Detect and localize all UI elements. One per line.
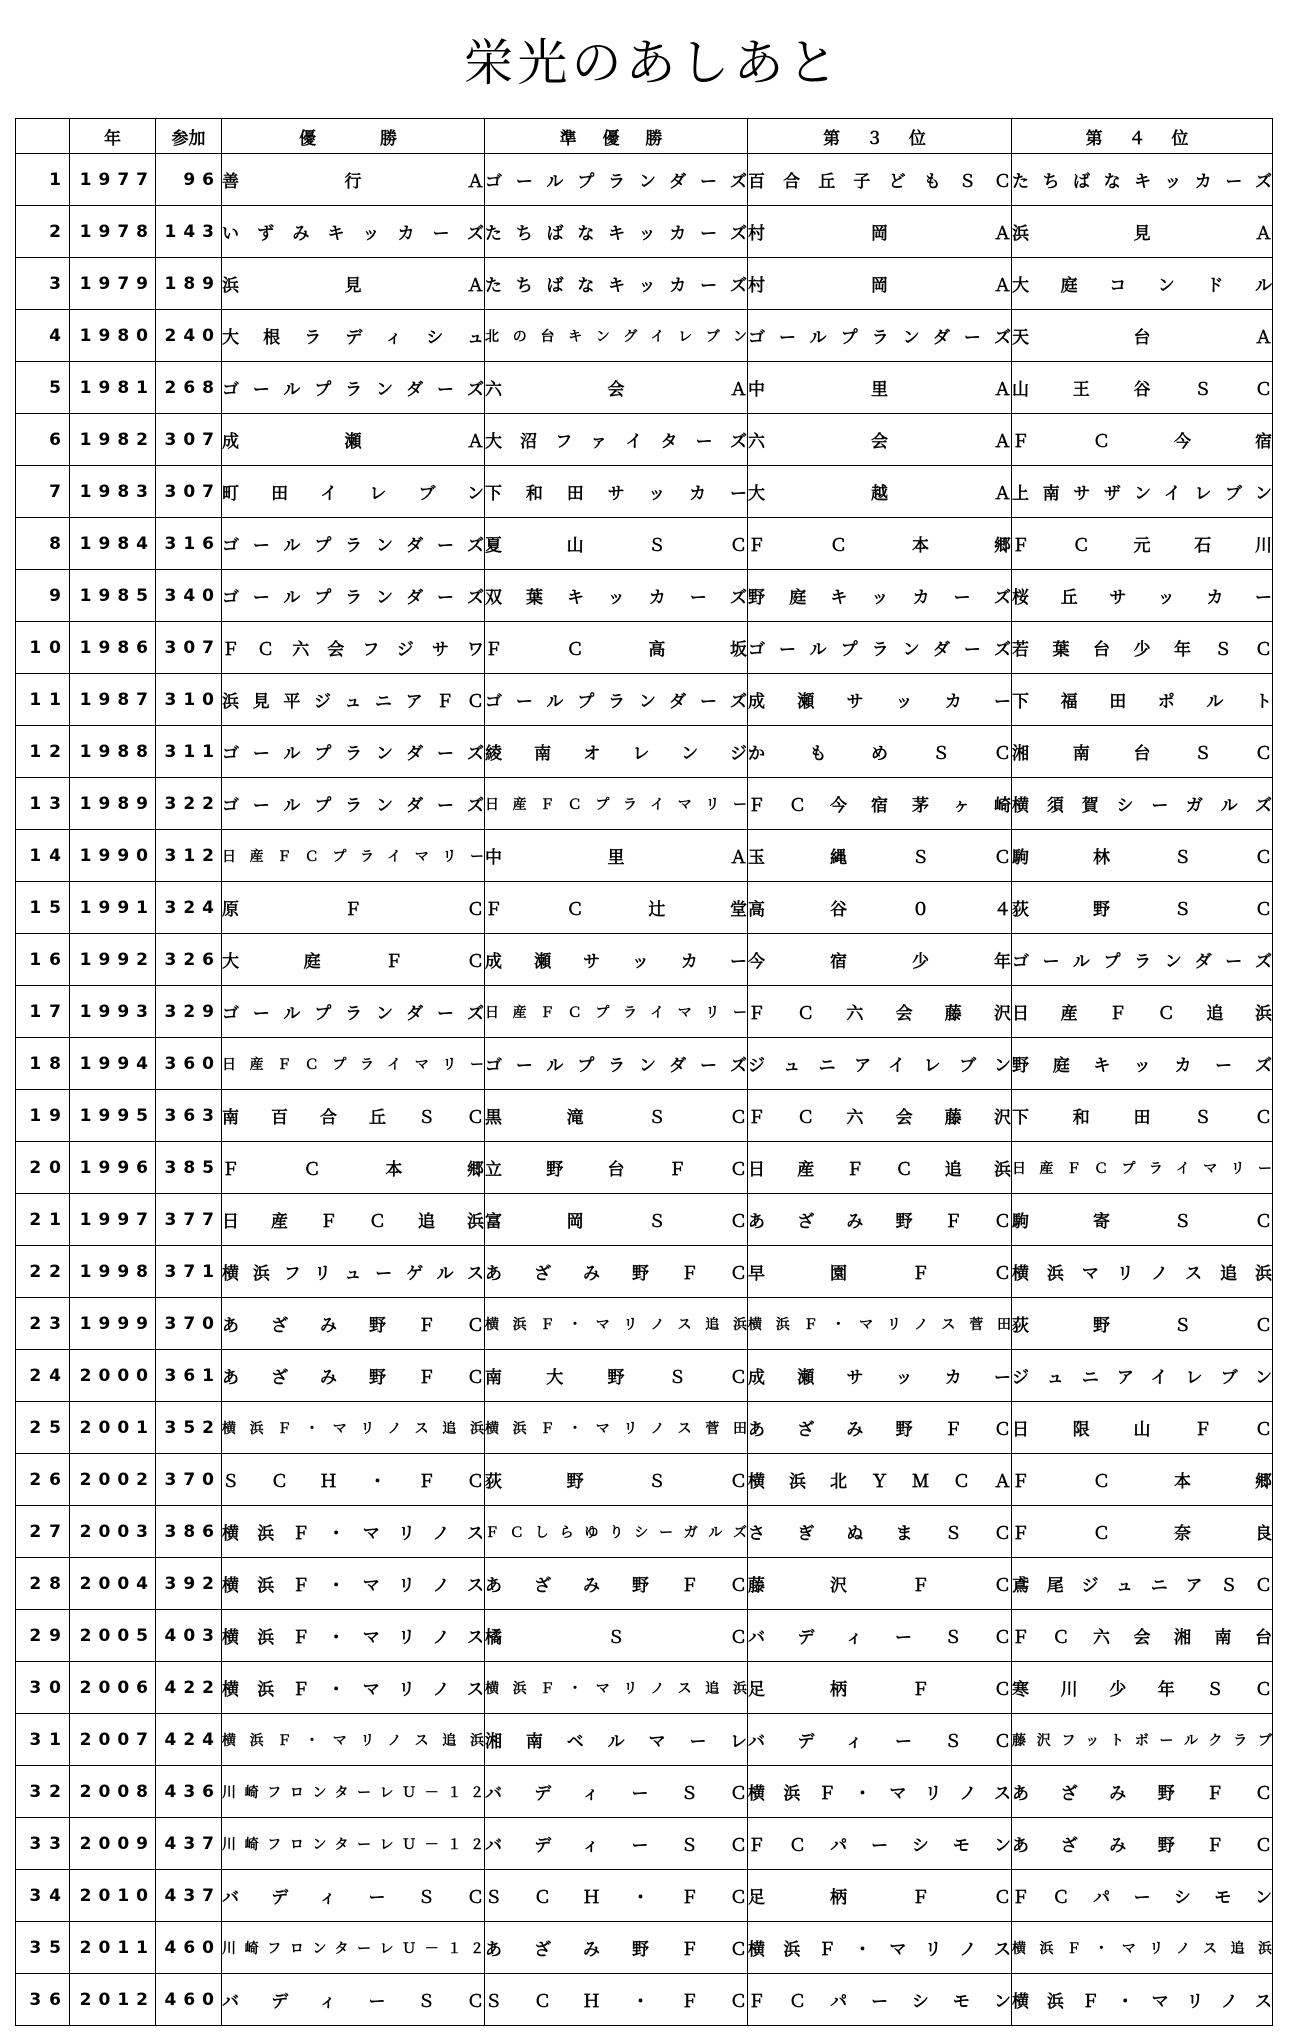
cell-runner-up: 綾南オレンジ xyxy=(485,726,748,778)
cell-fourth-place: あざみ野ＦＣ xyxy=(1012,1818,1273,1870)
cell-year: 1997 xyxy=(70,1194,156,1246)
header-number xyxy=(16,119,70,154)
cell-participants: 322 xyxy=(156,778,222,830)
cell-participants: 363 xyxy=(156,1090,222,1142)
cell-number: 14 xyxy=(16,830,70,882)
cell-number: 15 xyxy=(16,882,70,934)
cell-participants: 392 xyxy=(156,1558,222,1610)
cell-fourth-place: 日限山ＦＣ xyxy=(1012,1402,1273,1454)
cell-winner: ゴールプランダーズ xyxy=(222,986,485,1038)
cell-third-place: 成瀬サッカー xyxy=(748,1350,1012,1402)
table-row xyxy=(16,1766,1273,1818)
cell-third-place: 今宿少年 xyxy=(748,934,1012,986)
cell-participants: 424 xyxy=(156,1714,222,1766)
cell-fourth-place: 鳶尾ジュニアＳＣ xyxy=(1012,1558,1273,1610)
cell-participants: 307 xyxy=(156,622,222,674)
cell-runner-up: 横浜Ｆ・マリノス菅田 xyxy=(485,1402,748,1454)
cell-number: 23 xyxy=(16,1298,70,1350)
cell-participants: 436 xyxy=(156,1766,222,1818)
cell-year: 1982 xyxy=(70,414,156,466)
table-row xyxy=(16,1506,1273,1558)
cell-number: 24 xyxy=(16,1350,70,1402)
cell-fourth-place: 駒寄ＳＣ xyxy=(1012,1194,1273,1246)
cell-runner-up: ＦＣ高坂 xyxy=(485,622,748,674)
cell-participants: 311 xyxy=(156,726,222,778)
table-row xyxy=(16,1714,1273,1766)
cell-winner: 川崎フロンターレＵ－１２ xyxy=(222,1766,485,1818)
cell-third-place: 横浜Ｆ・マリノス xyxy=(748,1766,1012,1818)
cell-third-place: 百合丘子どもＳＣ xyxy=(748,154,1012,206)
cell-winner: 横浜Ｆ・マリノス xyxy=(222,1610,485,1662)
cell-fourth-place: たちばなキッカーズ xyxy=(1012,154,1273,206)
cell-fourth-place: 日産ＦＣ追浜 xyxy=(1012,986,1273,1038)
cell-winner: 大根ラディシュ xyxy=(222,310,485,362)
cell-runner-up: 日産ＦＣプライマリー xyxy=(485,778,748,830)
cell-number: 27 xyxy=(16,1506,70,1558)
cell-runner-up: 成瀬サッカー xyxy=(485,934,748,986)
cell-winner: ゴールプランダーズ xyxy=(222,362,485,414)
table-row xyxy=(16,570,1273,622)
cell-number: 4 xyxy=(16,310,70,362)
cell-participants: 360 xyxy=(156,1038,222,1090)
cell-winner: 川崎フロンターレＵ－１２ xyxy=(222,1922,485,1974)
cell-fourth-place: ＦＣ本郷 xyxy=(1012,1454,1273,1506)
cell-runner-up: 双葉キッカーズ xyxy=(485,570,748,622)
table-row xyxy=(16,1038,1273,1090)
cell-year: 2001 xyxy=(70,1402,156,1454)
cell-year: 2005 xyxy=(70,1610,156,1662)
cell-runner-up: あざみ野ＦＣ xyxy=(485,1246,748,1298)
cell-third-place: あざみ野ＦＣ xyxy=(748,1194,1012,1246)
cell-participants: 324 xyxy=(156,882,222,934)
cell-number: 10 xyxy=(16,622,70,674)
cell-runner-up: 黒滝ＳＣ xyxy=(485,1090,748,1142)
table-row xyxy=(16,518,1273,570)
cell-fourth-place: ジュニアイレブン xyxy=(1012,1350,1273,1402)
cell-winner: 浜見平ジュニアＦＣ xyxy=(222,674,485,726)
cell-third-place: ＦＣ六会藤沢 xyxy=(748,986,1012,1038)
cell-year: 1999 xyxy=(70,1298,156,1350)
cell-third-place: 横浜北ＹＭＣＡ xyxy=(748,1454,1012,1506)
cell-number: 20 xyxy=(16,1142,70,1194)
cell-fourth-place: 若葉台少年ＳＣ xyxy=(1012,622,1273,674)
cell-runner-up: 日産ＦＣプライマリー xyxy=(485,986,748,1038)
table-row xyxy=(16,1142,1273,1194)
cell-winner: ＳＣＨ・ＦＣ xyxy=(222,1454,485,1506)
cell-year: 1995 xyxy=(70,1090,156,1142)
cell-participants: 312 xyxy=(156,830,222,882)
cell-fourth-place: 天台Ａ xyxy=(1012,310,1273,362)
cell-third-place: ＦＣ本郷 xyxy=(748,518,1012,570)
results-table xyxy=(15,118,1273,2026)
cell-participants: 377 xyxy=(156,1194,222,1246)
table-row xyxy=(16,622,1273,674)
table-row xyxy=(16,986,1273,1038)
cell-number: 25 xyxy=(16,1402,70,1454)
table-row xyxy=(16,1454,1273,1506)
cell-winner: 善行Ａ xyxy=(222,154,485,206)
cell-runner-up: たちばなキッカーズ xyxy=(485,206,748,258)
cell-runner-up: ゴールプランダーズ xyxy=(485,154,748,206)
cell-year: 1992 xyxy=(70,934,156,986)
cell-runner-up: あざみ野ＦＣ xyxy=(485,1922,748,1974)
cell-third-place: ＦＣパーシモン xyxy=(748,1974,1012,2026)
cell-participants: 371 xyxy=(156,1246,222,1298)
cell-year: 1978 xyxy=(70,206,156,258)
cell-year: 2007 xyxy=(70,1714,156,1766)
header-third-place: 第 ３ 位 xyxy=(748,119,1012,154)
cell-third-place: 村岡Ａ xyxy=(748,258,1012,310)
cell-winner: 横浜フリューゲルス xyxy=(222,1246,485,1298)
cell-number: 26 xyxy=(16,1454,70,1506)
cell-third-place: 成瀬サッカー xyxy=(748,674,1012,726)
table-row xyxy=(16,934,1273,986)
cell-number: 5 xyxy=(16,362,70,414)
cell-number: 30 xyxy=(16,1662,70,1714)
cell-third-place: 野庭キッカーズ xyxy=(748,570,1012,622)
table-row xyxy=(16,1402,1273,1454)
cell-participants: 326 xyxy=(156,934,222,986)
cell-fourth-place: あざみ野ＦＣ xyxy=(1012,1766,1273,1818)
cell-participants: 403 xyxy=(156,1610,222,1662)
cell-winner: いずみキッカーズ xyxy=(222,206,485,258)
cell-year: 2012 xyxy=(70,1974,156,2026)
cell-participants: 361 xyxy=(156,1350,222,1402)
cell-runner-up: 立野台ＦＣ xyxy=(485,1142,748,1194)
cell-fourth-place: 藤沢フットボールクラブ xyxy=(1012,1714,1273,1766)
table-row xyxy=(16,154,1273,206)
table-row xyxy=(16,1974,1273,2026)
cell-runner-up: 荻野ＳＣ xyxy=(485,1454,748,1506)
header-fourth-place: 第 ４ 位 xyxy=(1012,119,1273,154)
cell-number: 34 xyxy=(16,1870,70,1922)
table-row xyxy=(16,362,1273,414)
cell-fourth-place: ＦＣ奈良 xyxy=(1012,1506,1273,1558)
table-row xyxy=(16,1558,1273,1610)
cell-number: 7 xyxy=(16,466,70,518)
cell-fourth-place: ＦＣパーシモン xyxy=(1012,1870,1273,1922)
cell-fourth-place: 下福田ポルト xyxy=(1012,674,1273,726)
cell-year: 2002 xyxy=(70,1454,156,1506)
cell-year: 2008 xyxy=(70,1766,156,1818)
cell-winner: 横浜Ｆ・マリノス xyxy=(222,1506,485,1558)
table-row xyxy=(16,1662,1273,1714)
cell-runner-up: 横浜Ｆ・マリノス追浜 xyxy=(485,1662,748,1714)
cell-year: 2000 xyxy=(70,1350,156,1402)
table-row xyxy=(16,882,1273,934)
cell-runner-up: 下和田サッカー xyxy=(485,466,748,518)
cell-winner: 日産ＦＣプライマリー xyxy=(222,830,485,882)
cell-year: 1977 xyxy=(70,154,156,206)
cell-fourth-place: 日産ＦＣプライマリー xyxy=(1012,1142,1273,1194)
cell-third-place: 村岡Ａ xyxy=(748,206,1012,258)
cell-fourth-place: ゴールプランダーズ xyxy=(1012,934,1273,986)
cell-fourth-place: ＦＣ六会湘南台 xyxy=(1012,1610,1273,1662)
cell-runner-up: あざみ野ＦＣ xyxy=(485,1558,748,1610)
cell-winner: 浜見Ａ xyxy=(222,258,485,310)
cell-runner-up: ゴールプランダーズ xyxy=(485,1038,748,1090)
cell-participants: 460 xyxy=(156,1922,222,1974)
cell-winner: 町田イレブン xyxy=(222,466,485,518)
cell-year: 1986 xyxy=(70,622,156,674)
cell-number: 9 xyxy=(16,570,70,622)
cell-year: 2003 xyxy=(70,1506,156,1558)
cell-runner-up: 大沼ファイターズ xyxy=(485,414,748,466)
cell-runner-up: 湘南ベルマーレ xyxy=(485,1714,748,1766)
cell-number: 17 xyxy=(16,986,70,1038)
table-row xyxy=(16,1610,1273,1662)
cell-winner: 南百合丘ＳＣ xyxy=(222,1090,485,1142)
cell-participants: 437 xyxy=(156,1818,222,1870)
cell-participants: 422 xyxy=(156,1662,222,1714)
cell-runner-up: バディーＳＣ xyxy=(485,1818,748,1870)
cell-winner: 日産ＦＣプライマリー xyxy=(222,1038,485,1090)
cell-number: 35 xyxy=(16,1922,70,1974)
cell-runner-up: ＳＣＨ・ＦＣ xyxy=(485,1870,748,1922)
cell-participants: 329 xyxy=(156,986,222,1038)
cell-runner-up: ＦＣ辻堂 xyxy=(485,882,748,934)
table-row xyxy=(16,674,1273,726)
cell-winner: あざみ野ＦＣ xyxy=(222,1350,485,1402)
cell-runner-up: 六会Ａ xyxy=(485,362,748,414)
cell-winner: バディーＳＣ xyxy=(222,1974,485,2026)
cell-year: 1990 xyxy=(70,830,156,882)
cell-fourth-place: 湘南台ＳＣ xyxy=(1012,726,1273,778)
cell-participants: 370 xyxy=(156,1454,222,1506)
cell-third-place: 中里Ａ xyxy=(748,362,1012,414)
table-row xyxy=(16,206,1273,258)
cell-runner-up: 横浜Ｆ・マリノス追浜 xyxy=(485,1298,748,1350)
table-row xyxy=(16,1298,1273,1350)
cell-third-place: 横浜Ｆ・マリノス xyxy=(748,1922,1012,1974)
cell-third-place: 足柄ＦＣ xyxy=(748,1662,1012,1714)
cell-third-place: バディーＳＣ xyxy=(748,1610,1012,1662)
cell-third-place: さぎぬまＳＣ xyxy=(748,1506,1012,1558)
cell-runner-up: ＳＣＨ・ＦＣ xyxy=(485,1974,748,2026)
cell-number: 11 xyxy=(16,674,70,726)
cell-participants: 385 xyxy=(156,1142,222,1194)
cell-number: 21 xyxy=(16,1194,70,1246)
cell-number: 29 xyxy=(16,1610,70,1662)
cell-number: 32 xyxy=(16,1766,70,1818)
cell-winner: ゴールプランダーズ xyxy=(222,570,485,622)
cell-third-place: 六会Ａ xyxy=(748,414,1012,466)
cell-number: 19 xyxy=(16,1090,70,1142)
cell-fourth-place: 横浜Ｆ・マリノス xyxy=(1012,1974,1273,2026)
cell-year: 2004 xyxy=(70,1558,156,1610)
cell-year: 1994 xyxy=(70,1038,156,1090)
cell-participants: 189 xyxy=(156,258,222,310)
cell-winner: ゴールプランダーズ xyxy=(222,778,485,830)
cell-runner-up: たちばなキッカーズ xyxy=(485,258,748,310)
cell-third-place: ＦＣ六会藤沢 xyxy=(748,1090,1012,1142)
table-row xyxy=(16,1090,1273,1142)
header-year: 年 xyxy=(70,119,156,154)
cell-third-place: 足柄ＦＣ xyxy=(748,1870,1012,1922)
cell-participants: 307 xyxy=(156,414,222,466)
cell-participants: 307 xyxy=(156,466,222,518)
cell-runner-up: ＦＣしらゆりシーガルズ xyxy=(485,1506,748,1558)
cell-participants: 352 xyxy=(156,1402,222,1454)
table-row xyxy=(16,1922,1273,1974)
cell-fourth-place: 野庭キッカーズ xyxy=(1012,1038,1273,1090)
cell-third-place: ゴールプランダーズ xyxy=(748,622,1012,674)
cell-winner: 原ＦＣ xyxy=(222,882,485,934)
cell-number: 8 xyxy=(16,518,70,570)
cell-fourth-place: ＦＣ元石川 xyxy=(1012,518,1273,570)
cell-participants: 437 xyxy=(156,1870,222,1922)
cell-number: 2 xyxy=(16,206,70,258)
cell-fourth-place: 横浜Ｆ・マリノス追浜 xyxy=(1012,1922,1273,1974)
table-row xyxy=(16,414,1273,466)
cell-fourth-place: 上南サザンイレブン xyxy=(1012,466,1273,518)
header-runner-up: 準 優 勝 xyxy=(485,119,748,154)
cell-year: 1985 xyxy=(70,570,156,622)
cell-year: 1984 xyxy=(70,518,156,570)
cell-winner: ゴールプランダーズ xyxy=(222,518,485,570)
cell-number: 36 xyxy=(16,1974,70,2026)
cell-third-place: ジュニアイレブン xyxy=(748,1038,1012,1090)
cell-year: 2006 xyxy=(70,1662,156,1714)
cell-winner: ゴールプランダーズ xyxy=(222,726,485,778)
cell-fourth-place: 桜丘サッカー xyxy=(1012,570,1273,622)
cell-year: 2011 xyxy=(70,1922,156,1974)
cell-number: 6 xyxy=(16,414,70,466)
cell-runner-up: 北の台キングイレブン xyxy=(485,310,748,362)
cell-third-place: 大越Ａ xyxy=(748,466,1012,518)
cell-winner: 横浜Ｆ・マリノス追浜 xyxy=(222,1714,485,1766)
cell-participants: 370 xyxy=(156,1298,222,1350)
cell-third-place: 早園ＦＣ xyxy=(748,1246,1012,1298)
table-row xyxy=(16,1194,1273,1246)
cell-winner: 成瀬Ａ xyxy=(222,414,485,466)
cell-number: 18 xyxy=(16,1038,70,1090)
table-row xyxy=(16,1870,1273,1922)
cell-participants: 143 xyxy=(156,206,222,258)
cell-third-place: 高谷０４ xyxy=(748,882,1012,934)
cell-year: 1979 xyxy=(70,258,156,310)
cell-winner: 横浜Ｆ・マリノス xyxy=(222,1558,485,1610)
cell-participants: 310 xyxy=(156,674,222,726)
cell-participants: 386 xyxy=(156,1506,222,1558)
cell-fourth-place: 山王谷ＳＣ xyxy=(1012,362,1273,414)
cell-number: 16 xyxy=(16,934,70,986)
cell-third-place: ＦＣパーシモン xyxy=(748,1818,1012,1870)
table-row xyxy=(16,258,1273,310)
cell-winner: ＦＣ本郷 xyxy=(222,1142,485,1194)
table-row xyxy=(16,726,1273,778)
cell-year: 1981 xyxy=(70,362,156,414)
cell-year: 1996 xyxy=(70,1142,156,1194)
cell-runner-up: 富岡ＳＣ xyxy=(485,1194,748,1246)
cell-fourth-place: 大庭コンドル xyxy=(1012,258,1273,310)
cell-fourth-place: 横浜マリノス追浜 xyxy=(1012,1246,1273,1298)
cell-runner-up: 夏山ＳＣ xyxy=(485,518,748,570)
cell-third-place: 横浜Ｆ・マリノス菅田 xyxy=(748,1298,1012,1350)
cell-runner-up: バディーＳＣ xyxy=(485,1766,748,1818)
cell-number: 12 xyxy=(16,726,70,778)
cell-participants: 240 xyxy=(156,310,222,362)
cell-year: 2009 xyxy=(70,1818,156,1870)
results-body xyxy=(16,154,1273,2026)
cell-winner: 大庭ＦＣ xyxy=(222,934,485,986)
table-row xyxy=(16,1818,1273,1870)
cell-year: 1998 xyxy=(70,1246,156,1298)
cell-fourth-place: 荻野ＳＣ xyxy=(1012,882,1273,934)
cell-year: 1983 xyxy=(70,466,156,518)
cell-year: 1993 xyxy=(70,986,156,1038)
table-row xyxy=(16,778,1273,830)
cell-number: 1 xyxy=(16,154,70,206)
cell-winner: ＦＣ六会フジサワ xyxy=(222,622,485,674)
cell-participants: 268 xyxy=(156,362,222,414)
cell-runner-up: 中里Ａ xyxy=(485,830,748,882)
cell-fourth-place: 荻野ＳＣ xyxy=(1012,1298,1273,1350)
table-row xyxy=(16,310,1273,362)
cell-third-place: 藤沢ＦＣ xyxy=(748,1558,1012,1610)
cell-year: 1989 xyxy=(70,778,156,830)
cell-third-place: ゴールプランダーズ xyxy=(748,310,1012,362)
cell-fourth-place: 横須賀シーガルズ xyxy=(1012,778,1273,830)
cell-number: 22 xyxy=(16,1246,70,1298)
cell-year: 1987 xyxy=(70,674,156,726)
cell-fourth-place: 駒林ＳＣ xyxy=(1012,830,1273,882)
cell-number: 13 xyxy=(16,778,70,830)
cell-third-place: かもめＳＣ xyxy=(748,726,1012,778)
cell-runner-up: 橘ＳＣ xyxy=(485,1610,748,1662)
header-participants: 参加 xyxy=(156,119,222,154)
cell-year: 1991 xyxy=(70,882,156,934)
cell-fourth-place: 浜見Ａ xyxy=(1012,206,1273,258)
cell-number: 31 xyxy=(16,1714,70,1766)
cell-winner: 横浜Ｆ・マリノス追浜 xyxy=(222,1402,485,1454)
cell-fourth-place: ＦＣ今宿 xyxy=(1012,414,1273,466)
cell-year: 2010 xyxy=(70,1870,156,1922)
cell-third-place: 日産ＦＣ追浜 xyxy=(748,1142,1012,1194)
cell-runner-up: ゴールプランダーズ xyxy=(485,674,748,726)
cell-third-place: 玉縄ＳＣ xyxy=(748,830,1012,882)
cell-winner: 川崎フロンターレＵ－１２ xyxy=(222,1818,485,1870)
table-row xyxy=(16,830,1273,882)
header-row xyxy=(16,119,1273,154)
cell-winner: あざみ野ＦＣ xyxy=(222,1298,485,1350)
table-row xyxy=(16,466,1273,518)
cell-third-place: あざみ野ＦＣ xyxy=(748,1402,1012,1454)
cell-participants: 316 xyxy=(156,518,222,570)
cell-winner: 日産ＦＣ追浜 xyxy=(222,1194,485,1246)
cell-year: 1980 xyxy=(70,310,156,362)
cell-number: 28 xyxy=(16,1558,70,1610)
cell-number: 3 xyxy=(16,258,70,310)
cell-year: 1988 xyxy=(70,726,156,778)
cell-fourth-place: 寒川少年ＳＣ xyxy=(1012,1662,1273,1714)
page-title: 栄光のあしあと xyxy=(463,34,842,92)
cell-third-place: バディーＳＣ xyxy=(748,1714,1012,1766)
cell-runner-up: 南大野ＳＣ xyxy=(485,1350,748,1402)
cell-participants: 460 xyxy=(156,1974,222,2026)
cell-winner: バディーＳＣ xyxy=(222,1870,485,1922)
table-row xyxy=(16,1246,1273,1298)
cell-participants: 96 xyxy=(156,154,222,206)
header-winner: 優 勝 xyxy=(222,119,485,154)
cell-number: 33 xyxy=(16,1818,70,1870)
cell-participants: 340 xyxy=(156,570,222,622)
table-row xyxy=(16,1350,1273,1402)
cell-third-place: ＦＣ今宿茅ヶ崎 xyxy=(748,778,1012,830)
cell-fourth-place: 下和田ＳＣ xyxy=(1012,1090,1273,1142)
cell-winner: 横浜Ｆ・マリノス xyxy=(222,1662,485,1714)
